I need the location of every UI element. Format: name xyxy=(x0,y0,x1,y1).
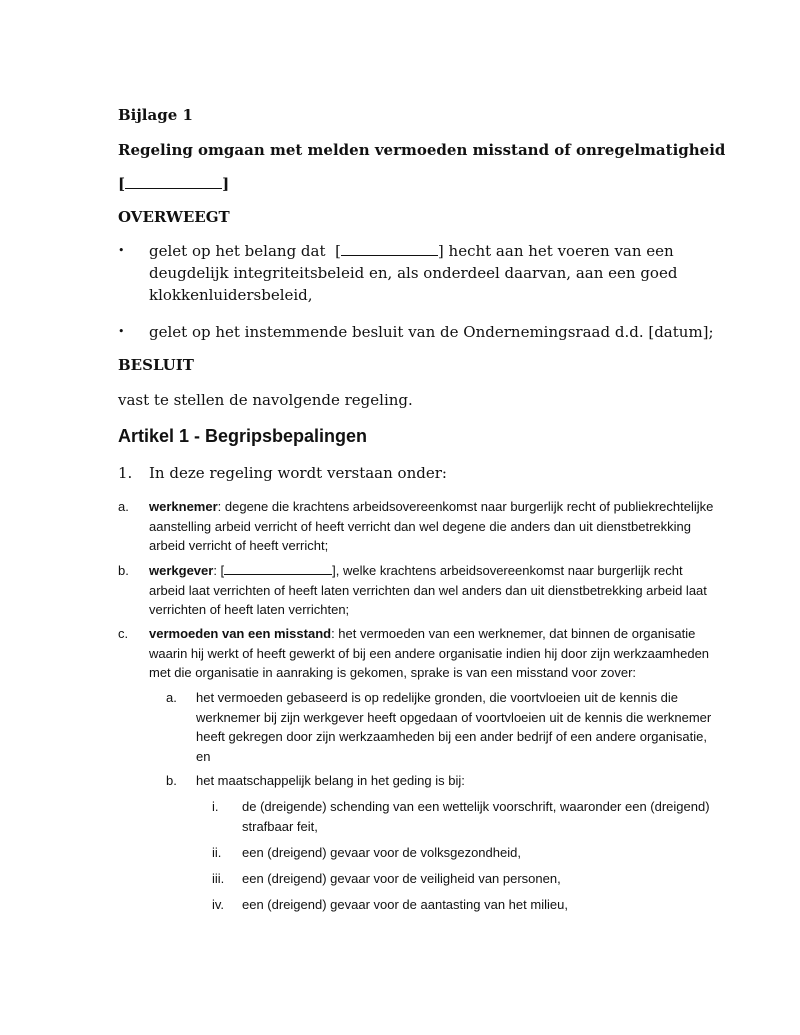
organization-placeholder: [ ] xyxy=(118,175,230,193)
article-number: 1. xyxy=(118,464,133,482)
article-heading: Artikel 1 - Begripsbepalingen xyxy=(118,426,368,446)
blank-line xyxy=(341,242,438,256)
roman-item-iii: een (dreigend) gevaar voor de veiligheid van personen, xyxy=(242,871,561,886)
definition-marker: b. xyxy=(118,563,129,578)
definition-vermoeden-misstand: vermoeden van een misstand: het vermoeden van een werknemer, dat binnen de organisatie waarin hij werkt of heeft gewerkt of bij een andere organisatie indien hij door zijn werkzaamheden met die organisatie in aanraking is gekomen, sprake is van een misstand voor zover: xyxy=(149,626,710,680)
decision-text: vast te stellen de navolgende regeling. xyxy=(118,391,413,409)
definition-werkgever: werkgever: [ ], welke krachtens arbeidsovereenkomst naar burgerlijk recht arbeid laat verrichten of heeft laten verrichten dan wel anders dan uit dienstbetrekking arbeid laat verrichten of heeft laten verrichten; xyxy=(149,563,707,617)
definition-werknemer: werknemer: degene die krachtens arbeidsovereenkomst naar burgerlijk recht of publiekrechtelijke aanstelling arbeid verricht of heeft verricht dan wel degene die anders dan uit dienstbetrekking arbeid verricht of heeft verricht; xyxy=(149,499,714,553)
article-intro: In deze regeling wordt verstaan onder: xyxy=(149,464,447,482)
consideration-item-1: gelet op het belang dat [ ] hecht aan het voeren van een deugdelijk integriteitsbeleid en, als onderdeel daarvan, aan een goed klokkenluidersbeleid, xyxy=(149,242,678,304)
annex-label: Bijlage 1 xyxy=(118,106,193,124)
roman-item-marker: i. xyxy=(212,799,219,814)
consideration-item-2: gelet op het instemmende besluit van de Ondernemingsraad d.d. [datum]; xyxy=(149,323,714,341)
decision-heading: BESLUIT xyxy=(118,356,194,374)
bullet: • xyxy=(118,325,125,338)
considerations-heading: OVERWEEGT xyxy=(118,208,230,226)
definition-marker: c. xyxy=(118,626,129,641)
roman-item-marker: ii. xyxy=(212,845,222,860)
roman-item-marker: iii. xyxy=(212,871,225,886)
sub-item-b: het maatschappelijk belang in het geding is bij: xyxy=(196,773,465,788)
definition-marker: a. xyxy=(118,499,129,514)
sub-item-marker: a. xyxy=(166,690,177,705)
sub-item-a: het vermoeden gebaseerd is op redelijke gronden, die voortvloeien uit de kennis die werknemer bij zijn werkgever heeft opgedaan of voortvloeien uit de kennis die werknemer heeft gekregen door zijn werkzaamheden bij een ander bedrijf of een andere organisatie, en xyxy=(196,690,712,764)
blank-line xyxy=(125,175,222,189)
sub-item-marker: b. xyxy=(166,773,177,788)
roman-item-i: de (dreigende) schending van een wettelijk voorschrift, waaronder een (dreigend) strafbaar feit, xyxy=(242,799,710,834)
roman-item-iv: een (dreigend) gevaar voor de aantasting van het milieu, xyxy=(242,897,568,912)
blank-line xyxy=(224,563,332,575)
document-title: Regeling omgaan met melden vermoeden misstand of onregelmatigheid xyxy=(118,141,726,159)
bullet: • xyxy=(118,244,125,257)
roman-item-ii: een (dreigend) gevaar voor de volksgezondheid, xyxy=(242,845,521,860)
roman-item-marker: iv. xyxy=(212,897,225,912)
